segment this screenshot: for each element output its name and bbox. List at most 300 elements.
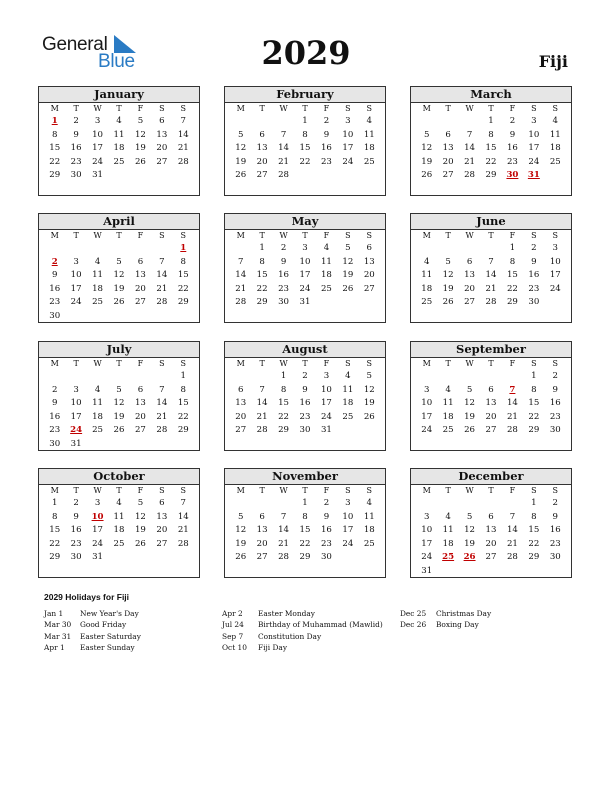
- day-cell: 27: [134, 425, 146, 436]
- day-cell: 28: [506, 552, 518, 563]
- day-cell: 12: [342, 256, 354, 267]
- day-cell: 6: [137, 256, 144, 267]
- day-cell: 7: [466, 129, 473, 140]
- day-cell: 26: [235, 552, 247, 563]
- empty-day-cell: [65, 370, 86, 384]
- weekday-label: M: [236, 486, 245, 495]
- holiday-day-cell: 7: [509, 384, 516, 395]
- day-cell: 16: [70, 525, 82, 536]
- day-cell: 21: [235, 283, 247, 294]
- holiday-name: Christmas Day: [436, 609, 492, 618]
- day-cell: 18: [549, 143, 561, 154]
- day-cell: 29: [177, 425, 189, 436]
- day-cell: 8: [180, 256, 187, 267]
- empty-day-cell: [87, 370, 108, 384]
- day-cell: 29: [278, 425, 290, 436]
- day-cell: 21: [464, 156, 476, 167]
- weekday-label: W: [465, 486, 474, 495]
- day-cell: 13: [235, 398, 247, 409]
- day-cell: 27: [485, 552, 497, 563]
- day-cell: 10: [92, 129, 104, 140]
- month-march: [410, 86, 572, 196]
- day-cell: 1: [531, 371, 537, 381]
- day-cell: 27: [442, 170, 454, 181]
- weekday-label: T: [488, 104, 494, 113]
- day-cell: 6: [159, 116, 165, 126]
- day-grid: [225, 485, 385, 565]
- empty-day-cell: [437, 497, 458, 511]
- weekday-label: S: [552, 104, 559, 113]
- day-cell: 26: [363, 411, 375, 422]
- day-cell: 23: [49, 297, 61, 308]
- month-name: November: [225, 469, 385, 485]
- day-cell: 8: [180, 384, 187, 395]
- holiday-entry: [400, 608, 491, 619]
- month-name: February: [225, 87, 385, 103]
- day-grid: [411, 358, 571, 438]
- holiday-day-cell: 24: [70, 425, 83, 436]
- empty-day-cell: [230, 370, 251, 384]
- day-cell: 22: [485, 156, 497, 167]
- day-cell: 18: [92, 283, 104, 294]
- weekday-label: W: [279, 359, 288, 368]
- holiday-name: Easter Monday: [258, 609, 315, 618]
- day-cell: 17: [320, 398, 332, 409]
- day-cell: 9: [531, 256, 537, 267]
- day-cell: 9: [302, 384, 308, 395]
- weekday-label: T: [302, 359, 308, 368]
- empty-day-cell: [273, 497, 294, 511]
- day-cell: 29: [528, 425, 540, 436]
- holiday-entry: [222, 631, 383, 642]
- day-cell: 5: [423, 129, 430, 140]
- weekday-label: S: [366, 359, 373, 368]
- day-cell: 6: [259, 129, 265, 140]
- month-name: April: [39, 214, 199, 230]
- weekday-label: T: [116, 104, 122, 113]
- day-cell: 8: [531, 511, 537, 522]
- day-cell: 4: [423, 256, 430, 267]
- day-cell: 12: [464, 398, 476, 409]
- day-cell: 8: [302, 129, 308, 140]
- holiday-day-cell: 26: [463, 552, 476, 563]
- day-cell: 23: [70, 156, 82, 167]
- weekday-label: F: [137, 486, 144, 495]
- day-cell: 26: [235, 170, 247, 181]
- day-cell: 17: [92, 143, 104, 154]
- day-cell: 3: [552, 243, 559, 253]
- day-cell: 11: [113, 129, 125, 140]
- day-cell: 19: [464, 538, 476, 549]
- day-cell: 4: [116, 116, 122, 126]
- day-cell: 13: [256, 143, 268, 154]
- empty-day-cell: [480, 242, 501, 256]
- day-cell: 5: [137, 498, 144, 508]
- day-cell: 21: [156, 283, 168, 294]
- day-cell: 5: [466, 511, 473, 522]
- day-grid: [39, 103, 199, 183]
- weekday-label: S: [180, 359, 187, 368]
- day-cell: 18: [442, 538, 454, 549]
- day-cell: 22: [278, 411, 290, 422]
- day-cell: 29: [485, 170, 497, 181]
- weekday-label: S: [180, 231, 187, 240]
- day-cell: 28: [485, 297, 497, 308]
- weekday-label: M: [422, 104, 431, 113]
- holiday-day-cell: 1: [51, 116, 58, 126]
- month-name: May: [225, 214, 385, 230]
- day-cell: 24: [342, 156, 354, 167]
- weekday-label: F: [137, 359, 144, 368]
- holiday-date: Jan 1: [44, 609, 64, 618]
- day-cell: 26: [113, 425, 125, 436]
- weekday-label: S: [159, 231, 165, 240]
- day-cell: 18: [113, 143, 125, 154]
- day-cell: 20: [256, 156, 268, 167]
- day-cell: 3: [302, 243, 308, 253]
- day-cell: 24: [92, 538, 104, 549]
- empty-day-cell: [480, 497, 501, 511]
- day-cell: 13: [485, 525, 497, 536]
- day-cell: 12: [113, 398, 125, 409]
- day-cell: 17: [528, 143, 540, 154]
- day-cell: 27: [156, 538, 168, 549]
- day-cell: 26: [134, 156, 146, 167]
- empty-day-cell: [251, 497, 272, 511]
- day-cell: 13: [442, 143, 454, 154]
- day-cell: 25: [113, 156, 125, 167]
- day-cell: 4: [366, 498, 373, 508]
- day-cell: 24: [70, 297, 82, 308]
- day-cell: 13: [485, 398, 497, 409]
- day-cell: 5: [137, 116, 144, 126]
- holiday-column: [400, 608, 491, 631]
- day-cell: 17: [549, 270, 561, 281]
- day-cell: 22: [49, 156, 61, 167]
- day-cell: 2: [73, 498, 79, 508]
- day-cell: 7: [280, 511, 287, 522]
- weekday-label: S: [159, 486, 165, 495]
- weekday-label: W: [465, 359, 474, 368]
- holiday-day-cell: 25: [442, 552, 455, 563]
- day-cell: 9: [73, 129, 79, 140]
- day-cell: 9: [280, 256, 287, 267]
- day-cell: 31: [299, 297, 311, 308]
- day-cell: 22: [299, 156, 311, 167]
- weekday-label: F: [509, 486, 516, 495]
- weekday-label: T: [259, 104, 265, 113]
- day-cell: 8: [531, 384, 537, 395]
- day-cell: 9: [51, 398, 58, 409]
- holiday-name: Birthday of Muhammad (Mawlid): [258, 620, 383, 630]
- weekday-label: T: [73, 486, 79, 495]
- day-cell: 14: [177, 511, 189, 522]
- day-cell: 26: [442, 297, 454, 308]
- day-cell: 26: [342, 283, 354, 294]
- day-cell: 9: [552, 511, 559, 522]
- holiday-entry: [400, 619, 491, 630]
- day-cell: 15: [528, 525, 540, 536]
- holiday-day-cell: 10: [91, 511, 104, 522]
- day-cell: 21: [485, 283, 497, 294]
- weekday-label: T: [488, 359, 494, 368]
- empty-day-cell: [44, 242, 65, 256]
- month-january: [38, 86, 200, 196]
- day-cell: 12: [464, 525, 476, 536]
- holiday-date: Apr 1: [44, 643, 65, 653]
- day-cell: 29: [299, 552, 311, 563]
- day-cell: 20: [235, 411, 247, 422]
- day-cell: 1: [302, 116, 308, 126]
- weekday-label: S: [180, 104, 187, 113]
- day-cell: 3: [73, 256, 79, 267]
- day-cell: 9: [509, 129, 516, 140]
- day-cell: 4: [345, 371, 351, 381]
- day-cell: 3: [323, 371, 330, 381]
- weekday-label: W: [93, 359, 102, 368]
- empty-day-cell: [459, 370, 480, 384]
- day-grid: [411, 103, 571, 183]
- day-cell: 8: [259, 256, 265, 267]
- day-cell: 9: [51, 270, 58, 281]
- day-cell: 1: [488, 116, 494, 126]
- day-cell: 24: [421, 425, 433, 436]
- weekday-label: T: [116, 486, 122, 495]
- day-cell: 16: [49, 283, 61, 294]
- day-cell: 25: [92, 425, 104, 436]
- holiday-name: Easter Sunday: [80, 643, 135, 653]
- holiday-entry: [44, 619, 141, 630]
- day-cell: 28: [156, 425, 168, 436]
- day-cell: 7: [280, 129, 287, 140]
- day-cell: 3: [345, 116, 351, 126]
- day-cell: 17: [70, 283, 82, 294]
- empty-day-cell: [130, 370, 151, 384]
- day-cell: 4: [323, 243, 330, 253]
- day-cell: 4: [94, 256, 101, 267]
- empty-day-cell: [65, 242, 86, 256]
- weekday-label: M: [50, 231, 59, 240]
- holiday-date: Oct 10: [222, 643, 247, 653]
- day-cell: 27: [256, 552, 268, 563]
- day-cell: 26: [134, 538, 146, 549]
- day-cell: 30: [70, 170, 82, 181]
- weekday-label: F: [323, 359, 330, 368]
- day-cell: 30: [49, 310, 61, 321]
- day-cell: 3: [423, 384, 430, 395]
- day-cell: 25: [342, 411, 354, 422]
- day-cell: 8: [280, 384, 287, 395]
- day-cell: 27: [256, 170, 268, 181]
- day-cell: 26: [113, 297, 125, 308]
- day-cell: 23: [549, 538, 561, 549]
- empty-day-cell: [44, 370, 65, 384]
- day-cell: 13: [156, 129, 168, 140]
- day-cell: 11: [320, 256, 332, 267]
- day-cell: 14: [156, 398, 168, 409]
- day-cell: 31: [421, 565, 433, 576]
- day-cell: 19: [235, 538, 247, 549]
- day-cell: 19: [464, 411, 476, 422]
- day-cell: 30: [299, 425, 311, 436]
- empty-day-cell: [459, 115, 480, 129]
- day-cell: 22: [177, 283, 189, 294]
- day-cell: 2: [323, 498, 330, 508]
- day-cell: 22: [528, 411, 540, 422]
- month-october: [38, 468, 200, 578]
- day-cell: 2: [552, 371, 559, 381]
- empty-day-cell: [108, 242, 129, 256]
- day-cell: 24: [421, 552, 433, 563]
- day-cell: 30: [278, 297, 290, 308]
- day-cell: 10: [421, 398, 433, 409]
- day-cell: 29: [528, 552, 540, 563]
- day-cell: 21: [256, 411, 268, 422]
- day-cell: 23: [70, 538, 82, 549]
- day-cell: 3: [73, 384, 79, 395]
- day-cell: 14: [177, 129, 189, 140]
- weekday-label: W: [465, 104, 474, 113]
- day-cell: 14: [506, 525, 518, 536]
- day-cell: 4: [445, 511, 451, 522]
- day-cell: 17: [92, 525, 104, 536]
- day-cell: 5: [116, 256, 122, 267]
- day-cell: 6: [137, 384, 144, 395]
- day-cell: 2: [51, 384, 58, 395]
- day-cell: 6: [259, 511, 265, 522]
- empty-day-cell: [151, 370, 172, 384]
- day-cell: 25: [92, 297, 104, 308]
- month-november: [224, 468, 386, 578]
- weekday-label: M: [422, 231, 431, 240]
- day-cell: 31: [92, 552, 104, 563]
- day-cell: 14: [485, 270, 497, 281]
- day-cell: 23: [549, 411, 561, 422]
- day-cell: 31: [70, 438, 82, 449]
- day-cell: 14: [506, 398, 518, 409]
- day-cell: 19: [134, 525, 146, 536]
- day-cell: 24: [528, 156, 540, 167]
- day-cell: 2: [323, 116, 330, 126]
- day-cell: 13: [156, 511, 168, 522]
- day-cell: 8: [509, 256, 516, 267]
- day-cell: 9: [323, 511, 330, 522]
- weekday-label: S: [345, 486, 351, 495]
- day-grid: [39, 230, 199, 324]
- day-cell: 19: [134, 143, 146, 154]
- day-cell: 7: [180, 498, 187, 508]
- day-cell: 2: [73, 116, 79, 126]
- day-cell: 22: [299, 538, 311, 549]
- day-cell: 15: [49, 143, 61, 154]
- weekday-label: M: [236, 231, 245, 240]
- day-cell: 28: [464, 170, 476, 181]
- holiday-date: Mar 30: [44, 620, 72, 630]
- weekday-label: W: [93, 104, 102, 113]
- day-cell: 10: [299, 256, 311, 267]
- day-cell: 28: [156, 297, 168, 308]
- holiday-name: Boxing Day: [436, 620, 479, 630]
- weekday-label: T: [73, 359, 79, 368]
- day-cell: 20: [256, 538, 268, 549]
- weekday-label: W: [93, 231, 102, 240]
- empty-day-cell: [108, 370, 129, 384]
- day-cell: 11: [442, 525, 454, 536]
- day-cell: 8: [488, 129, 494, 140]
- day-cell: 30: [70, 552, 82, 563]
- day-cell: 10: [70, 398, 82, 409]
- day-cell: 1: [509, 243, 516, 253]
- day-cell: 25: [113, 538, 125, 549]
- day-cell: 13: [134, 398, 146, 409]
- day-cell: 1: [51, 498, 58, 508]
- day-cell: 16: [506, 143, 518, 154]
- day-cell: 21: [278, 538, 290, 549]
- day-cell: 21: [156, 411, 168, 422]
- day-cell: 27: [485, 425, 497, 436]
- empty-day-cell: [437, 242, 458, 256]
- day-cell: 13: [134, 270, 146, 281]
- weekday-label: T: [488, 486, 494, 495]
- day-cell: 17: [342, 143, 354, 154]
- day-cell: 17: [299, 270, 311, 281]
- day-cell: 21: [177, 143, 189, 154]
- day-cell: 29: [49, 552, 61, 563]
- day-cell: 15: [485, 143, 497, 154]
- day-cell: 21: [506, 411, 518, 422]
- day-cell: 14: [464, 143, 476, 154]
- day-cell: 18: [320, 270, 332, 281]
- day-cell: 20: [485, 411, 497, 422]
- day-cell: 23: [299, 411, 311, 422]
- logo-text-general: General: [42, 34, 108, 55]
- day-cell: 2: [280, 243, 287, 253]
- day-cell: 10: [320, 384, 332, 395]
- day-cell: 14: [278, 525, 290, 536]
- day-cell: 29: [49, 170, 61, 181]
- day-cell: 7: [509, 511, 516, 522]
- holiday-day-cell: 1: [180, 243, 187, 253]
- empty-day-cell: [273, 115, 294, 129]
- day-cell: 3: [345, 498, 351, 508]
- day-cell: 5: [116, 384, 122, 395]
- day-cell: 11: [363, 511, 375, 522]
- weekday-label: T: [445, 231, 451, 240]
- weekday-label: T: [73, 231, 79, 240]
- weekday-label: S: [366, 231, 373, 240]
- holiday-entry: [44, 642, 141, 653]
- weekday-label: F: [323, 231, 330, 240]
- day-cell: 20: [363, 270, 375, 281]
- day-cell: 21: [506, 538, 518, 549]
- day-cell: 27: [156, 156, 168, 167]
- day-cell: 3: [423, 511, 430, 522]
- empty-day-cell: [459, 497, 480, 511]
- day-cell: 12: [421, 143, 433, 154]
- day-cell: 3: [94, 498, 101, 508]
- weekday-label: W: [279, 104, 288, 113]
- day-cell: 23: [320, 538, 332, 549]
- empty-day-cell: [251, 115, 272, 129]
- day-cell: 9: [73, 511, 79, 522]
- empty-day-cell: [230, 242, 251, 256]
- weekday-label: S: [159, 104, 165, 113]
- weekday-label: T: [445, 104, 451, 113]
- day-cell: 27: [235, 425, 247, 436]
- day-cell: 6: [445, 129, 451, 140]
- weekday-label: S: [552, 359, 559, 368]
- day-cell: 6: [366, 243, 373, 253]
